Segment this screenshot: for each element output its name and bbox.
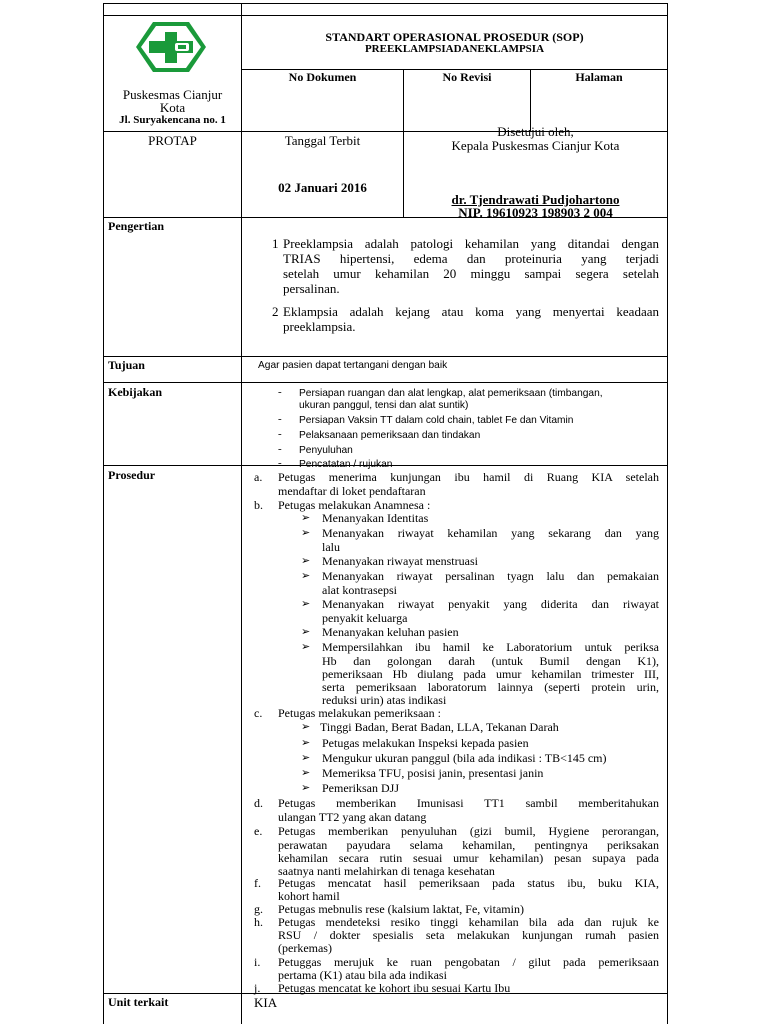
list-item: perawatan payudara selama kehamilan, pentingnya periksakan bbox=[278, 838, 659, 852]
sub-item: Menanyakan riwayat penyakit yang diderita dan riwayat bbox=[322, 597, 659, 611]
approval-title: Kepala Puskesmas Cianjur Kota bbox=[451, 138, 620, 153]
list-number: 2 bbox=[272, 304, 279, 319]
sub-item: penyakit keluarga bbox=[322, 611, 408, 625]
list-marker: g. bbox=[254, 902, 263, 916]
sub-item: Tinggi Badan, Berat Badan, LLA, Tekanan Darah bbox=[320, 720, 559, 734]
puskesmas-logo bbox=[135, 21, 207, 73]
sub-item: Hb dan golongan darah (untuk Bumil dengan K1), bbox=[322, 654, 659, 668]
list-marker: d. bbox=[254, 796, 263, 810]
no-dokumen-label: No Dokumen bbox=[288, 70, 357, 84]
list-item: Eklampsia adalah kejang atau koma yang menyertai keadaan bbox=[283, 304, 659, 319]
approval-label: Disetujui oleh, bbox=[497, 124, 574, 139]
document-title: STANDART OPERASIONAL PROSEDUR (SOP) bbox=[325, 30, 584, 44]
sub-item: Menanyakan riwayat menstruasi bbox=[322, 554, 478, 568]
list-item: Petugas melakukan pemeriksaan : bbox=[278, 706, 441, 720]
arrow-bullet-icon: ➢ bbox=[301, 641, 311, 653]
list-item: Petugas menerima kunjungan ibu hamil di Ruang KIA setelah bbox=[278, 470, 659, 484]
signatory-nip: NIP. 19610923 198903 2 004 bbox=[458, 205, 613, 220]
pengertian-label: Pengertian bbox=[108, 219, 164, 233]
sub-item: lalu bbox=[322, 540, 340, 554]
list-item: ukuran panggul, tensi dan alat suntik) bbox=[299, 400, 469, 411]
sub-item: Menanyakan Identitas bbox=[322, 511, 429, 525]
list-marker: j. bbox=[254, 981, 261, 995]
tanggal-terbit-label: Tanggal Terbit bbox=[284, 133, 361, 148]
prosedur-label: Prosedur bbox=[108, 468, 156, 482]
bullet-dash: - bbox=[278, 443, 282, 455]
list-item: Petugas melakukan Anamnesa : bbox=[278, 498, 431, 512]
list-marker: i. bbox=[254, 955, 261, 969]
list-item: Preeklampsia adalah patologi kehamilan yang ditandai dengan bbox=[283, 236, 659, 251]
bullet-dash: - bbox=[278, 457, 282, 469]
kebijakan-label: Kebijakan bbox=[108, 385, 163, 399]
list-item: RSU / dokter spesialis seta melakukan kunjungan rumah pasien bbox=[278, 928, 659, 942]
list-item: TRIAS hipertensi, edema dan proteinuria yang terjadi bbox=[283, 251, 659, 266]
list-item: Petugas mebnulis rese (kalsium laktat, Fe, vitamin) bbox=[278, 902, 524, 916]
arrow-bullet-icon: ➢ bbox=[301, 721, 311, 733]
list-marker: c. bbox=[254, 706, 263, 720]
arrow-bullet-icon: ➢ bbox=[301, 767, 311, 779]
list-marker: h. bbox=[254, 915, 263, 929]
list-item: Petugas memberikan penyuluhan (gizi bumil, Hygiene perorangan, bbox=[278, 824, 659, 838]
arrow-bullet-icon: ➢ bbox=[301, 555, 311, 567]
list-item: Persiapan Vaksin TT dalam cold chain, tablet Fe dan Vitamin bbox=[299, 415, 574, 426]
halaman-label: Halaman bbox=[575, 70, 623, 84]
list-item: Pelaksanaan pemeriksaan dan tindakan bbox=[299, 430, 481, 441]
org-address: Jl. Suryakencana no. 1 bbox=[119, 114, 226, 126]
list-item: (perkemas) bbox=[278, 941, 332, 955]
list-item: Penyuluhan bbox=[299, 445, 353, 456]
list-item: Petuggas merujuk ke ruan pengobatan / gilut pada pemeriksaan bbox=[278, 955, 659, 969]
arrow-bullet-icon: ➢ bbox=[301, 782, 311, 794]
list-marker: a. bbox=[254, 470, 263, 484]
list-item: persalinan. bbox=[283, 281, 340, 296]
bullet-dash: - bbox=[278, 428, 282, 440]
list-item: Persiapan ruangan dan alat lengkap, alat pemeriksaan (timbangan, bbox=[299, 388, 603, 399]
sub-item: Mengukur ukuran panggul (bila ada indikasi : TB<145 cm) bbox=[322, 751, 607, 765]
document-subtitle: PREEKLAMPSIADANEKLAMPSIA bbox=[364, 43, 545, 55]
arrow-bullet-icon: ➢ bbox=[301, 598, 311, 610]
list-item: pertama (K1) atau bila ada indikasi bbox=[278, 968, 447, 982]
sub-item: Mempersilahkan ibu hamil ke Laboratorium untuk periksa bbox=[322, 640, 659, 654]
no-revisi-label: No Revisi bbox=[442, 70, 492, 84]
list-item: kehamilan secara rutin sesuai umur kehamilan) pesan supaya pada bbox=[278, 851, 659, 865]
list-item: Petugas memberikan Imunisasi TT1 sambil memberitahukan bbox=[278, 796, 659, 810]
sub-item: serta pemeriksaan laboratorum lainnya (seperti protein urin, bbox=[322, 680, 659, 694]
signatory-name: dr. Tjendrawati Pudjohartono bbox=[451, 192, 620, 207]
list-marker: e. bbox=[254, 824, 263, 838]
org-name-line2: Kota bbox=[159, 100, 186, 115]
protap-label: PROTAP bbox=[148, 133, 197, 148]
list-item: kohort hamil bbox=[278, 889, 340, 903]
unit-terkait-label: Unit terkait bbox=[108, 995, 169, 1009]
bullet-dash: - bbox=[278, 386, 282, 398]
sub-item: Memeriksa TFU, posisi janin, presentasi janin bbox=[322, 766, 544, 780]
sub-item: Pemeriksan DJJ bbox=[322, 781, 399, 795]
arrow-bullet-icon: ➢ bbox=[301, 626, 311, 638]
sub-item: alat kontrasepsi bbox=[322, 583, 397, 597]
sub-item: Menanyakan riwayat persalinan tyagn lalu dan pemakaian bbox=[322, 569, 659, 583]
list-item: ulangan TT2 yang akan datang bbox=[278, 810, 427, 824]
list-item: preeklampsia. bbox=[283, 319, 356, 334]
list-number: 1 bbox=[272, 236, 279, 251]
arrow-bullet-icon: ➢ bbox=[301, 527, 311, 539]
org-name: Puskesmas Cianjur bbox=[122, 87, 223, 102]
list-item: Petugas mencatat hasil pemeriksaan pada status ibu, buku KIA, bbox=[278, 876, 659, 890]
list-item: saatnya nanti melahirkan di tenaga kesehatan bbox=[278, 864, 495, 878]
list-item: setelah umur kehamilan 20 minggu sampai segera setelah bbox=[283, 266, 659, 281]
list-item: mendaftar di loket pendaftaran bbox=[278, 484, 426, 498]
list-item: Petugas mencatat ke kohort ibu sesuai Kartu Ibu bbox=[278, 981, 511, 995]
sub-item: pemeriksaan Hb diulang pada umur kehamilan trimester III, bbox=[322, 667, 659, 681]
sub-item: Menanyakan riwayat kehamilan yang sekarang dan yang bbox=[322, 526, 659, 540]
tujuan-text: Agar pasien dapat tertangani dengan baik bbox=[258, 360, 448, 371]
list-item: Pencatatan / rujukan bbox=[299, 459, 393, 470]
list-marker: b. bbox=[254, 498, 263, 512]
tujuan-label: Tujuan bbox=[108, 358, 145, 372]
sub-item: Petugas melakukan Inspeksi kepada pasien bbox=[322, 736, 529, 750]
arrow-bullet-icon: ➢ bbox=[301, 512, 311, 524]
arrow-bullet-icon: ➢ bbox=[301, 737, 311, 749]
sub-item: Menanyakan keluhan pasien bbox=[322, 625, 459, 639]
arrow-bullet-icon: ➢ bbox=[301, 570, 311, 582]
unit-terkait-value: KIA bbox=[254, 995, 278, 1010]
sub-item: reduksi urin) atas indikasi bbox=[322, 693, 447, 707]
tanggal-terbit-value: 02 Januari 2016 bbox=[278, 180, 367, 195]
arrow-bullet-icon: ➢ bbox=[301, 752, 311, 764]
bullet-dash: - bbox=[278, 413, 282, 425]
list-marker: f. bbox=[254, 876, 261, 890]
list-item: Petugas mendeteksi resiko tinggi kehamilan bila ada dan rujuk ke bbox=[278, 915, 659, 929]
